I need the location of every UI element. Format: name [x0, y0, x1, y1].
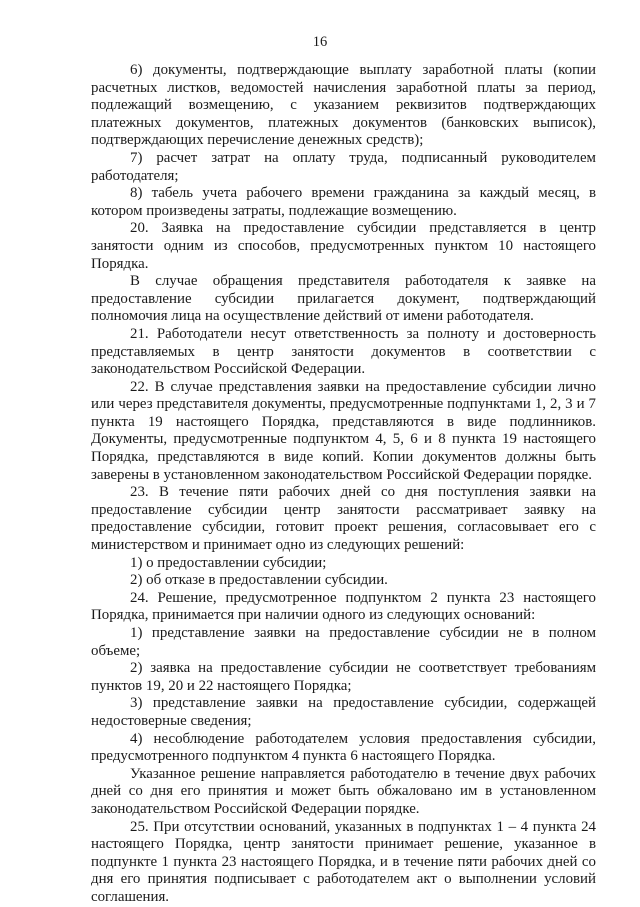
paragraph: 6) документы, подтверждающие выплату заработной платы (копии расчетных листков, ведомостей начисления заработной платы за период, подлежащий возмещению, с указанием реквизитов подтверждающих платежных документов, платежных документов (банковских выписок), подтверждающих перечисление денежных средств); — [91, 62, 596, 149]
paragraph: 4) несоблюдение работодателем условия предоставления субсидии, предусмотренного подпунктом 4 пункта 6 настоящего Порядка. — [91, 730, 596, 765]
document-body — [91, 62, 596, 907]
paragraph: Указанное решение направляется работодателю в течение двух рабочих дней со дня его принятия и может быть обжаловано им в установленном законодательством Российской Федерации порядке. — [91, 765, 596, 817]
paragraph: 1) представление заявки на предоставление субсидии не в полном объеме; — [91, 625, 596, 659]
paragraph: 22. В случае представления заявки на предоставление субсидии лично или через представителя документы, предусмотренные подпунктами 1, 2, 3 и 7 пункта 19 настоящего Порядка, представляются в виде подлинников. Документы, предусмотренные подпунктом 4, 5, 6 и 8 пункта 19 настоящего Порядка, представляются в виде копий. Копии документов должны быть заверены в установленном законодательством Российской Федерации порядке. — [91, 378, 596, 483]
paragraph: 3) представление заявки на предоставление субсидии, содержащей недостоверные сведения; — [91, 695, 596, 729]
paragraph: 23. В течение пяти рабочих дней со дня поступления заявки на предоставление субсидии центр занятости рассматривает заявку на предоставление субсидии, готовит проект решения, согласовывает его с министерством и принимает одно из следующих решений: — [91, 484, 596, 554]
paragraph: 8) табель учета рабочего времени гражданина за каждый месяц, в котором произведены затраты, подлежащие возмещению. — [91, 185, 596, 219]
paragraph: 1) о предоставлении субсидии; — [130, 554, 327, 571]
paragraph: 21. Работодатели несут ответственность за полноту и достоверность представляемых в центр занятости документов в соответствии с законодательством Российской Федерации. — [91, 325, 596, 378]
paragraph: 25. При отсутствии оснований, указанных в подпунктах 1 – 4 пункта 24 настоящего Порядка, центр занятости принимает решение, указанное в подпункте 1 пункта 23 настоящего Порядка, и в течение пяти рабочих дней со дня его принятия подписывает с работодателем акт о выполнении условий соглашения. — [91, 818, 596, 905]
paragraph: 24. Решение, предусмотренное подпунктом 2 пункта 23 настоящего Порядка, принимается при наличии одного из следующих оснований: — [91, 589, 596, 624]
paragraph: 7) расчет затрат на оплату труда, подписанный руководителем работодателя; — [91, 149, 596, 184]
page-number: 16 — [312, 34, 328, 50]
paragraph: 20. Заявка на предоставление субсидии представляется в центр занятости одним из способов, предусмотренных пунктом 10 настоящего Порядка. — [91, 220, 596, 272]
paragraph: 2) об отказе в предоставлении субсидии. — [130, 572, 388, 589]
paragraph: 2) заявка на предоставление субсидии не соответствует требованиям пунктов 19, 20 и 22 настоящего Порядка; — [91, 660, 596, 694]
paragraph: В случае обращения представителя работодателя к заявке на предоставление субсидии прилагается документ, подтверждающий полномочия лица на осуществление действий от имени работодателя. — [91, 273, 596, 325]
